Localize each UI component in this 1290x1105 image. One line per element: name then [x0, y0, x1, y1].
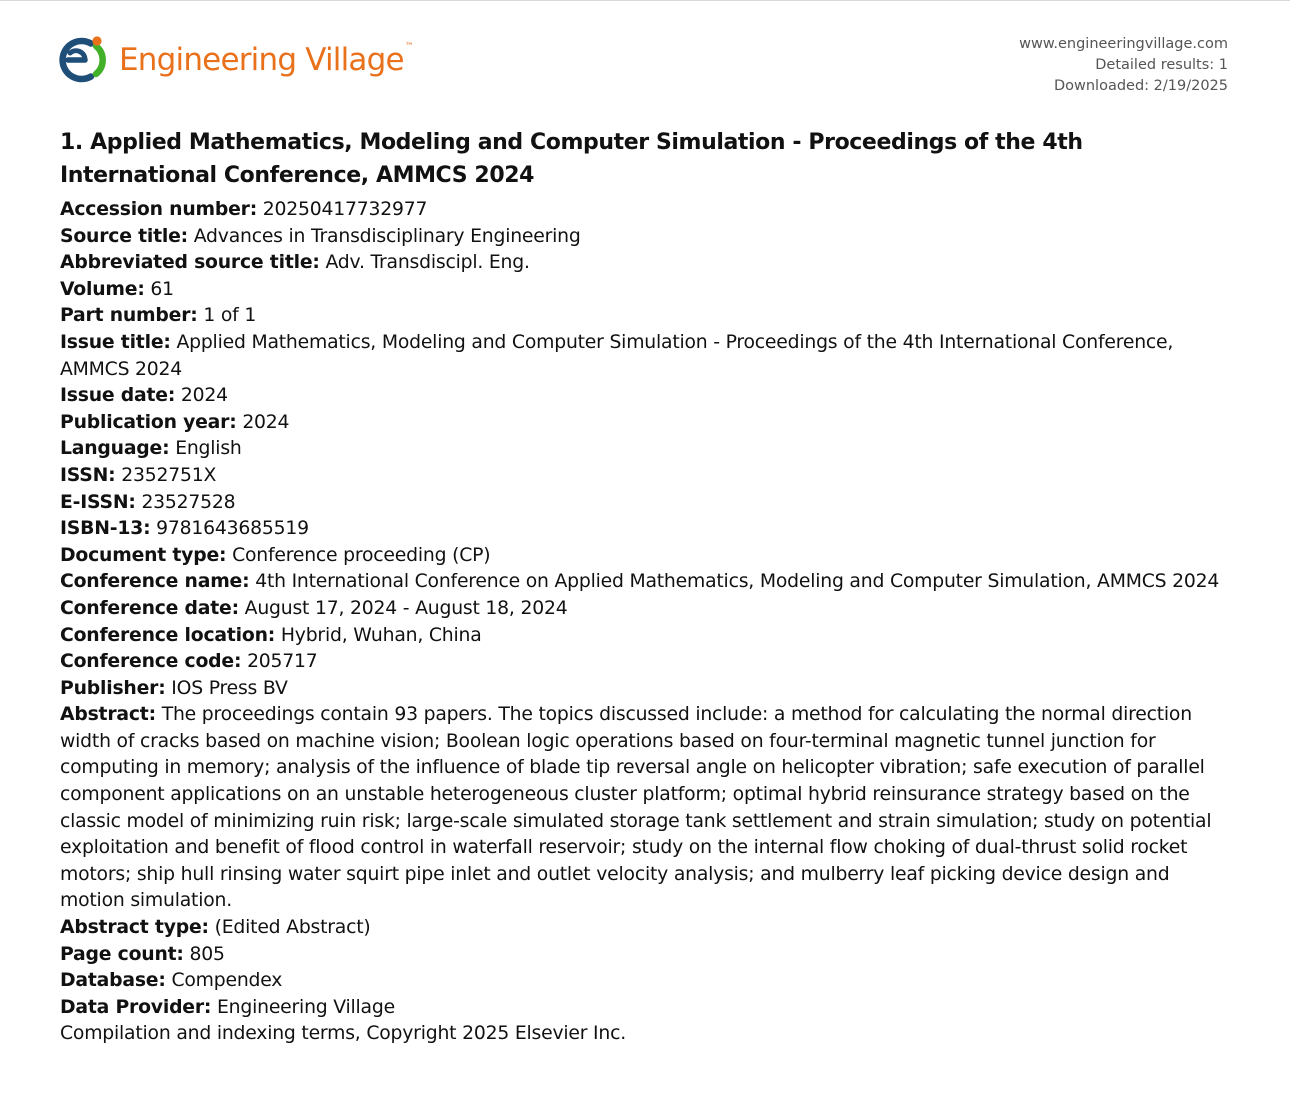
field-label: E-ISSN:: [60, 491, 136, 513]
field-source-title: [60, 224, 1235, 251]
field-conference-date: [60, 596, 1235, 623]
top-divider: [0, 0, 1290, 1]
field-issue-title: [60, 330, 1235, 383]
field-label: ISSN:: [60, 464, 116, 486]
engineering-village-logo-icon: [58, 35, 110, 85]
field-value: The proceedings contain 93 papers. The topics discussed include: a method for calculating the normal direction width of cracks based on machine vision; Boolean logic operations based on four-terminal magnetic tunnel junction for computing in memory; analysis of the influence of blade tip reversal angle on helicopter vibration; safe execution of parallel component applications on an unstable heterogeneous cluster platform; optimal hybrid reinsurance strategy based on the classic model of minimizing ruin risk; large-scale simulated storage tank settlement and strain simulation; study on potential exploitation and benefit of flood control in waterfall reservoir; study on the internal flow choking of dual-thrust solid rocket motors; ship hull rinsing water squirt pipe inlet and outlet velocity analysis; and mulberry leaf picking device design and motion simulation.: [60, 704, 1212, 912]
field-e-issn: [60, 490, 1235, 517]
field-value: Engineering Village: [217, 996, 395, 1018]
field-abstract: [60, 702, 1235, 915]
field-value: 4th International Conference on Applied Mathematics, Modeling and Computer Simulation, AMMCS 2024: [255, 571, 1220, 593]
field-label: Abstract:: [60, 704, 156, 726]
site-url: www.engineeringvillage.com: [1019, 36, 1228, 52]
field-part-number: [60, 303, 1235, 330]
field-abstract-type: [60, 915, 1235, 942]
field-label: Data Provider:: [60, 996, 212, 1018]
field-label: Issue title:: [60, 331, 171, 353]
field-conference-name: [60, 569, 1235, 596]
field-publisher: [60, 676, 1235, 703]
field-label: Document type:: [60, 544, 227, 566]
detailed-results-count: Detailed results: 1: [1095, 57, 1228, 73]
download-date: Downloaded: 2/19/2025: [1053, 78, 1228, 94]
field-value: Advances in Transdisciplinary Engineering: [193, 225, 581, 247]
field-value: 205717: [247, 651, 318, 673]
field-value: August 17, 2024 - August 18, 2024: [244, 597, 568, 619]
field-label: Abbreviated source title:: [60, 252, 320, 274]
field-conference-location: [60, 623, 1235, 650]
field-label: Conference name:: [60, 571, 250, 593]
field-label: Conference code:: [60, 651, 242, 673]
field-label: ISBN-13:: [60, 518, 151, 540]
field-label: Issue date:: [60, 385, 176, 407]
field-label: Volume:: [60, 278, 145, 300]
field-publication-year: [60, 410, 1235, 437]
field-value: 9781643685519: [156, 518, 309, 540]
field-value: (Edited Abstract): [214, 917, 371, 939]
field-value: Applied Mathematics, Modeling and Computer Simulation - Proceedings of the 4th International Conference, AMMCS 2024: [60, 331, 1174, 380]
engineering-village-logo: [58, 35, 413, 85]
field-label: Abstract type:: [60, 917, 209, 939]
field-value: Conference proceeding (CP): [232, 544, 491, 566]
field-document-type: [60, 543, 1235, 570]
field-label: Publisher:: [60, 677, 166, 699]
record-details: [60, 197, 1235, 1048]
field-issn: [60, 463, 1235, 490]
field-value: Adv. Transdiscipl. Eng.: [325, 252, 530, 274]
field-conference-code: [60, 649, 1235, 676]
field-label: Database:: [60, 970, 166, 992]
field-label: Language:: [60, 438, 170, 460]
field-data-provider: [60, 995, 1235, 1022]
copyright-notice: Compilation and indexing terms, Copyright 2025 Elsevier Inc.: [60, 1023, 626, 1045]
record-title: 1. Applied Mathematics, Modeling and Computer Simulation - Proceedings of the 4th International Conference, AMMCS 2024: [60, 130, 1083, 188]
field-page-count: [60, 942, 1235, 969]
field-value: 61: [150, 278, 174, 300]
field-label: Accession number:: [60, 199, 258, 220]
field-label: Conference date:: [60, 597, 239, 619]
field-database: [60, 968, 1235, 995]
field-value: 2352751X: [121, 464, 217, 486]
trademark-mark: ™: [404, 41, 413, 52]
field-value: English: [175, 438, 242, 460]
field-value: 23527528: [141, 491, 236, 513]
field-volume: [60, 277, 1235, 304]
field-value: 2024: [242, 411, 290, 433]
field-value: 805: [189, 943, 225, 965]
field-label: Publication year:: [60, 411, 237, 433]
field-value: Compendex: [171, 970, 283, 992]
field-value: Hybrid, Wuhan, China: [280, 624, 482, 646]
logo-wordmark: Engineering Village™: [119, 41, 413, 78]
field-label: Page count:: [60, 943, 184, 965]
field-label: Source title:: [60, 225, 188, 247]
field-accession-number: [60, 197, 1235, 224]
field-abbreviated-source-title: [60, 250, 1235, 277]
field-isbn-13: [60, 516, 1235, 543]
download-meta: [1019, 34, 1228, 97]
field-value: 20250417732977: [262, 199, 428, 220]
field-value: 1 of 1: [203, 305, 257, 327]
field-value: 2024: [180, 385, 228, 407]
field-issue-date: [60, 383, 1235, 410]
field-value: IOS Press BV: [171, 677, 288, 699]
field-label: Conference location:: [60, 624, 276, 646]
field-language: [60, 436, 1235, 463]
field-label: Part number:: [60, 305, 198, 327]
